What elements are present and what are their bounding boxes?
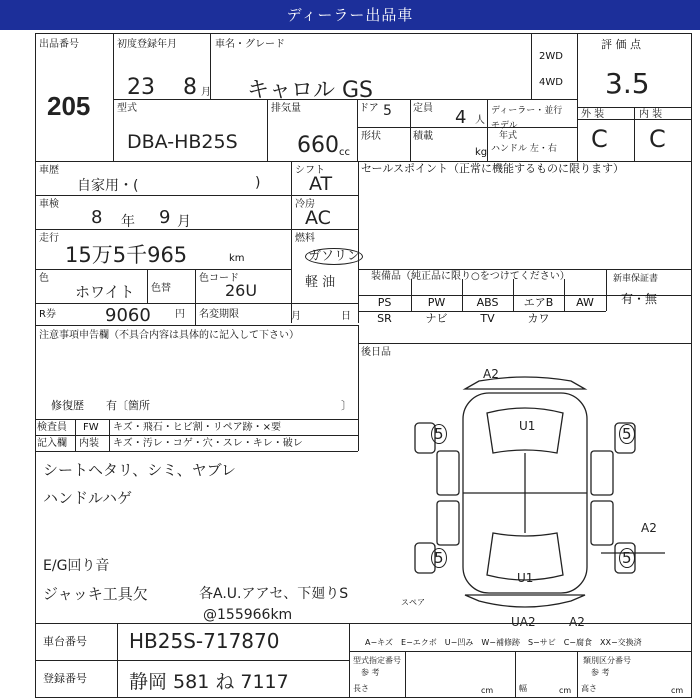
tire-front-left: 5 [431, 425, 447, 443]
inspector-label: 検査員 [37, 422, 67, 433]
displacement-unit: cc [339, 147, 350, 158]
grid-line [195, 269, 196, 303]
note-seat: シートヘタリ、シミ、ヤブレ [43, 461, 237, 479]
frame-line [35, 697, 692, 698]
fuel-diesel: 軽 油 [305, 275, 336, 290]
rear-seat-label: 後日品 [361, 347, 391, 358]
inspection-year: 8 [91, 207, 103, 228]
doors-label: ドア [359, 103, 379, 114]
chassis-value: HB25S-717870 [129, 629, 280, 653]
grid-line [358, 343, 691, 344]
shape-label: 形状 [361, 131, 381, 142]
equip-navi: ナビ [425, 312, 448, 325]
chassis-label: 車台番号 [43, 635, 87, 648]
color-code-value: 26U [225, 281, 258, 300]
frame-line [691, 33, 692, 698]
first-reg-month-unit: 月 [201, 87, 211, 98]
note-handle: ハンドルハゲ [43, 489, 132, 507]
damage-legend: A−キズ E−エクボ U−凹み W−補修跡 S−サビ C−腐食 XX−交換済 [365, 638, 642, 647]
repair-close: 〕 [341, 399, 352, 412]
grid-line [35, 660, 349, 661]
grid-line [113, 33, 114, 161]
drive-2wd: 2WD [539, 51, 563, 62]
first-reg-label: 初度登録年月 [117, 39, 177, 50]
warranty-label: 新車保証書 [613, 274, 659, 284]
width-unit: cm [559, 686, 572, 695]
grid-line [147, 269, 148, 303]
type-code-label: 型式 [117, 103, 137, 114]
name-change-label: 名変期限 [199, 309, 239, 320]
grid-line [291, 161, 292, 323]
equip-tv: TV [480, 312, 495, 325]
equipment-label: 装備品（純正品に限り○をつけてください） [371, 271, 570, 282]
color-label: 色 [39, 273, 49, 284]
fuel-label: 燃料 [295, 233, 315, 244]
capacity-label: 定員 [413, 103, 433, 114]
mileage-label: 走行 [39, 233, 59, 244]
reg-label: 登録番号 [43, 672, 87, 685]
exterior-legend: キズ・飛石・ヒビ割・リペア跡・×要 [113, 422, 281, 433]
grid-line [405, 651, 406, 698]
inspection-label: 車検 [39, 199, 59, 210]
ac-value: AC [305, 207, 331, 229]
score-value: 3.5 [605, 67, 650, 100]
ac-label: 冷房 [295, 199, 315, 210]
capacity-unit: 人 [475, 115, 485, 126]
history-label: 車歴 [39, 165, 59, 176]
name-change-month: 月 [291, 311, 301, 322]
type-code-value: DBA-HB25S [127, 131, 238, 153]
tire-rear-right: 5 [619, 549, 635, 567]
fuel-gasoline: ガソリン [305, 245, 363, 264]
warranty-value: 有・無 [621, 292, 658, 306]
model-name-label: 車名・グレード [215, 39, 285, 50]
drive-4wd: 4WD [539, 77, 563, 88]
history-value: 自家用・( [77, 178, 139, 194]
first-reg-year: 23 [127, 75, 155, 100]
mileage-value: 15万5千965 [65, 243, 188, 267]
inspection-year-unit: 年 [121, 214, 135, 230]
displacement-value: 660 [297, 133, 339, 158]
recycle-unit: 円 [175, 309, 185, 320]
color-code-label: 色コード [199, 273, 239, 284]
grid-line [487, 99, 488, 161]
mark-trunk-u1: U1 [517, 571, 534, 585]
grid-line [195, 303, 196, 325]
grid-line [606, 269, 607, 311]
dealer-banner: ディーラー出品車 [0, 0, 700, 30]
sales-point-label: セールスポイント（正常に機能するものに限ります） [361, 162, 625, 175]
handle-label: ハンドル 左・右 [491, 144, 557, 154]
height-label: 高さ [581, 684, 597, 693]
fw-label: FW [83, 422, 99, 433]
interior-legend-label: 内装 [79, 438, 99, 449]
load-unit: kg [475, 147, 488, 158]
recycle-label: R券 [39, 309, 56, 320]
year-label: 年式 [499, 131, 518, 141]
note-odometer: @155966km [203, 607, 293, 623]
mark-hood-u1: U1 [519, 419, 536, 433]
note-engine: E/G回り音 [43, 558, 110, 574]
equip-abs: ABS [476, 296, 499, 309]
grid-line [35, 435, 358, 436]
grid-line [531, 33, 532, 99]
mark-front-a2: A2 [483, 367, 499, 381]
lot-number: 205 [47, 91, 91, 121]
classification-label: 類別区分番号 [583, 656, 631, 665]
grid-line [35, 195, 358, 196]
exterior-label: 外 装 [581, 109, 605, 120]
mark-rear-ua2: UA2 [511, 615, 536, 629]
grid-line [35, 419, 358, 420]
history-close: ) [255, 175, 261, 191]
mileage-unit: km [229, 253, 245, 264]
spare-label: スペア [401, 598, 425, 607]
lot-label: 出品番号 [39, 39, 79, 50]
capacity-value: 4 [455, 107, 467, 128]
dealer-label: ディーラー・並行 [491, 106, 563, 116]
reg-value: 静岡 581 ね 7117 [129, 671, 289, 693]
grid-line [267, 99, 268, 161]
recycle-value: 9060 [105, 305, 151, 326]
grid-line [117, 623, 118, 698]
equip-aw: AW [576, 296, 594, 309]
exterior-value: C [591, 125, 608, 153]
notes-label: 注意事項申告欄（不具合内容は具体的に記入して下さい） [39, 330, 299, 341]
grid-line [349, 651, 692, 652]
length-unit: cm [481, 686, 494, 695]
score-label: 評 価 点 [601, 38, 641, 51]
displacement-label: 排気量 [271, 103, 301, 114]
equip-sr: SR [377, 312, 392, 325]
model-name-value: キャロル GS [247, 78, 374, 103]
length-label: 長さ [353, 684, 369, 693]
grid-line [35, 451, 358, 452]
mark-side-a2: A2 [641, 521, 657, 535]
tire-rear-left: 5 [431, 549, 447, 567]
equip-leather: カワ [527, 312, 550, 325]
color-change-label: 色替 [151, 283, 171, 294]
auction-sheet [35, 33, 692, 698]
grid-line [515, 651, 516, 698]
inspection-month: 9 [159, 207, 171, 228]
shift-value: AT [309, 173, 333, 195]
equip-airbag: エアB [523, 296, 554, 309]
grid-line [577, 651, 578, 698]
equip-ps: PS [377, 296, 392, 309]
frame-line [35, 33, 692, 34]
grid-line [35, 325, 358, 326]
grid-line [358, 269, 691, 270]
frame-line [35, 33, 36, 698]
model-year-label: モデル [491, 121, 518, 131]
doors-value: 5 [383, 103, 392, 119]
note-jack: ジャッキ工具欠 [43, 585, 148, 603]
grid-line [410, 99, 411, 161]
first-reg-month: 8 [183, 75, 197, 100]
grid-line [35, 229, 358, 230]
height-unit: cm [671, 686, 684, 695]
grid-line [634, 107, 635, 161]
repair-history: 修復歴 有〔箇所 [51, 399, 150, 412]
interior-label: 内 装 [639, 109, 663, 120]
inspection-month-unit: 月 [177, 214, 191, 230]
type-designation-label: 型式指定番号 [353, 656, 401, 665]
width-label: 幅 [519, 684, 527, 693]
interior-legend: キズ・汚レ・コゲ・穴・スレ・キレ・破レ [113, 438, 303, 449]
grid-line [349, 623, 350, 698]
grid-line [357, 127, 577, 128]
tire-front-right: 5 [619, 425, 635, 443]
interior-value: C [649, 125, 666, 153]
equip-pw: PW [427, 296, 446, 309]
grid-line [357, 99, 358, 161]
note-undercarriage: 各A.U.アアセ、下廻りS [199, 586, 349, 602]
shift-label: シフト [295, 165, 325, 176]
mark-rear-a2: A2 [569, 615, 585, 629]
grid-line [577, 33, 578, 161]
grid-line [35, 623, 692, 624]
load-label: 積載 [413, 131, 433, 142]
grid-line [35, 269, 291, 270]
name-change-day: 日 [341, 311, 351, 322]
type-designation-ref: 参 考 [361, 668, 380, 677]
entry-label: 記入欄 [37, 438, 67, 449]
classification-ref: 参 考 [591, 668, 610, 677]
grid-line [35, 303, 358, 304]
color-value: ホワイト [75, 283, 135, 301]
